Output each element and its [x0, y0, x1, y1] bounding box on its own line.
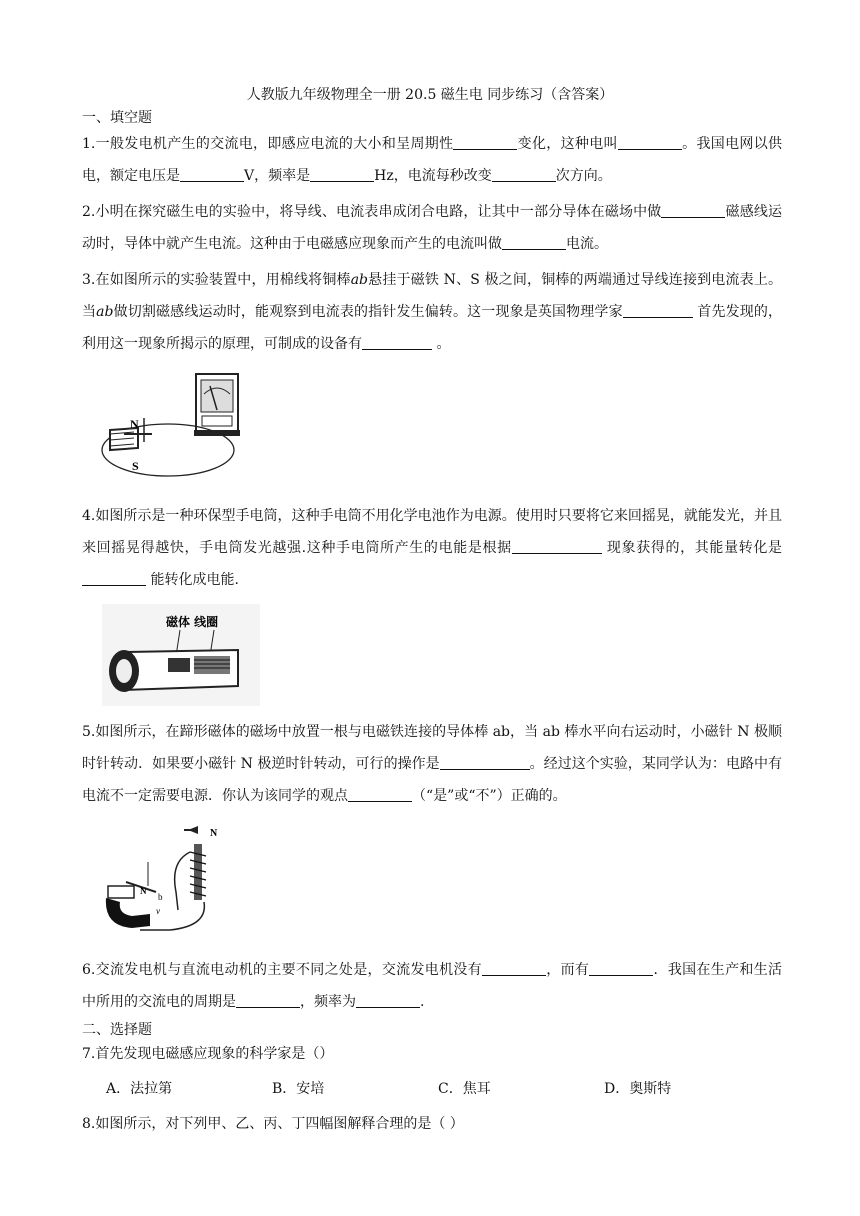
question-5	[82, 716, 782, 812]
q1-text-2: 变化，这种电叫	[517, 136, 618, 152]
q3-text-4: 首先发现的，利用这一现象所揭示的原理，可制成的设备有	[82, 304, 783, 352]
q3-text-1: 3.在如图所示的实验装置中，用棉线将铜棒	[82, 272, 351, 288]
q1-text-6: 次方向。	[555, 168, 612, 184]
figure-label-s: S	[132, 459, 139, 473]
q5-text-3: （“是”或“不”）正确的。	[412, 788, 567, 804]
q6-text-2: ，而有	[546, 962, 590, 978]
q2-text-2: 磁感线运动时，导体中就产生电流。这种由于电磁感应现象而产生的电流叫做	[82, 204, 782, 252]
q8-stem: 8.如图所示，对下列甲、乙、丙、丁四幅图解释合理的是（ ）	[82, 1116, 464, 1132]
q3-text-5: 。	[432, 336, 451, 352]
answer-blank[interactable]	[362, 334, 432, 350]
q2-text-3: 电流。	[566, 236, 608, 252]
question-8	[82, 1108, 782, 1140]
q4-text-1: 4.如图所示是一种环保型手电筒，这种手电筒不用化学电池作为电源。使用时只要将它来回摇晃，就能发光，并且来回摇晃得越快，手电筒发光越强.这种手电筒所产生的电能是根据	[82, 508, 782, 556]
answer-blank[interactable]	[492, 166, 556, 182]
figure-label-b: b	[158, 892, 163, 902]
figure-label-magnet-coil: 磁体 线圈	[166, 615, 219, 629]
answer-blank[interactable]	[623, 302, 693, 318]
figure-label-n: N	[130, 417, 139, 431]
answer-blank[interactable]	[453, 134, 517, 150]
q6-text-4: ，频率为	[300, 994, 356, 1010]
section-heading-multiple-choice: 二、选择题	[82, 1022, 152, 1038]
option-b[interactable]: B．安培	[272, 1081, 325, 1097]
answer-blank[interactable]	[502, 234, 566, 250]
q3-ab: ab	[96, 304, 114, 320]
q5-text-1: 5.如图所示，在蹄形磁体的磁场中放置一根与电磁铁连接的导体棒 ab，当 ab 棒水平向右运动时，小磁针 N 极顺时针转动．如果要小磁针 N 极逆时针转动，可行的操作是	[82, 724, 782, 772]
figure-galvanometer-experiment	[98, 370, 248, 482]
option-d[interactable]: D．奥斯特	[604, 1081, 672, 1097]
q1-text-1: 1.一般发电机产生的交流电，即感应电流的大小和呈周期性	[82, 136, 454, 152]
q7-stem: 7.首先发现电磁感应现象的科学家是（）	[82, 1046, 334, 1062]
answer-blank[interactable]	[618, 134, 682, 150]
question-4	[82, 500, 782, 596]
answer-blank[interactable]	[512, 538, 602, 554]
answer-blank[interactable]	[440, 754, 530, 770]
question-7	[82, 1038, 782, 1070]
q3-text-3: 做切割磁感线运动时，能观察到电流表的指针发生偏转。这一现象是英国物理学家	[113, 304, 623, 320]
page-title: 人教版九年级物理全一册 20.5 磁生电 同步练习（含答案）	[246, 87, 614, 103]
answer-blank[interactable]	[348, 786, 412, 802]
q6-text-1: 6.交流发电机与直流电动机的主要不同之处是，交流发电机没有	[82, 962, 482, 978]
answer-blank[interactable]	[661, 202, 725, 218]
q1-text-5: Hz，电流每秒改变	[374, 168, 492, 184]
q5-text-2: 。经过这个实验，某同学认为：电路中有电流不一定需要电源．你认为该同学的观点	[82, 756, 783, 804]
q1-text-3: 。我国电网以供电，额定电压是	[82, 136, 783, 184]
answer-blank[interactable]	[482, 960, 546, 976]
q6-text-5: .	[420, 994, 425, 1010]
answer-blank[interactable]	[82, 570, 146, 586]
q6-text-3: ．我国在生产和生活中所用的交流电的周期是	[82, 962, 783, 1010]
figure-shake-flashlight	[102, 604, 260, 706]
option-a[interactable]: A．法拉第	[106, 1081, 173, 1097]
q3-text-2: 悬挂于磁铁 N、S 极之间，铜棒的两端通过导线连接到电流表上。当	[82, 272, 782, 320]
question-1	[82, 128, 782, 192]
question-6	[82, 954, 782, 1018]
figure-label-v: v	[156, 906, 160, 916]
q2-text-1: 2.小明在探究磁生电的实验中，将导线、电流表串成闭合电路，让其中一部分导体在磁场中做	[82, 204, 662, 220]
figure-label-n: N	[140, 886, 147, 896]
figure-label-n: N	[210, 828, 218, 839]
q4-text-3: 能转化成电能.	[146, 572, 239, 588]
question-3	[82, 264, 782, 360]
answer-blank[interactable]	[236, 992, 300, 1008]
question-2	[82, 196, 782, 260]
answer-blank[interactable]	[589, 960, 653, 976]
q3-ab: ab	[350, 272, 368, 288]
q4-text-2: 现象获得的，其能量转化是	[601, 540, 783, 556]
figure-electromagnet-circuit	[100, 822, 232, 940]
answer-blank[interactable]	[180, 166, 244, 182]
answer-blank[interactable]	[356, 992, 420, 1008]
section-heading-fill-in: 一、填空题	[82, 110, 152, 126]
option-c[interactable]: C．焦耳	[438, 1081, 491, 1097]
answer-blank[interactable]	[310, 166, 374, 182]
q1-text-4: V，频率是	[244, 168, 311, 184]
